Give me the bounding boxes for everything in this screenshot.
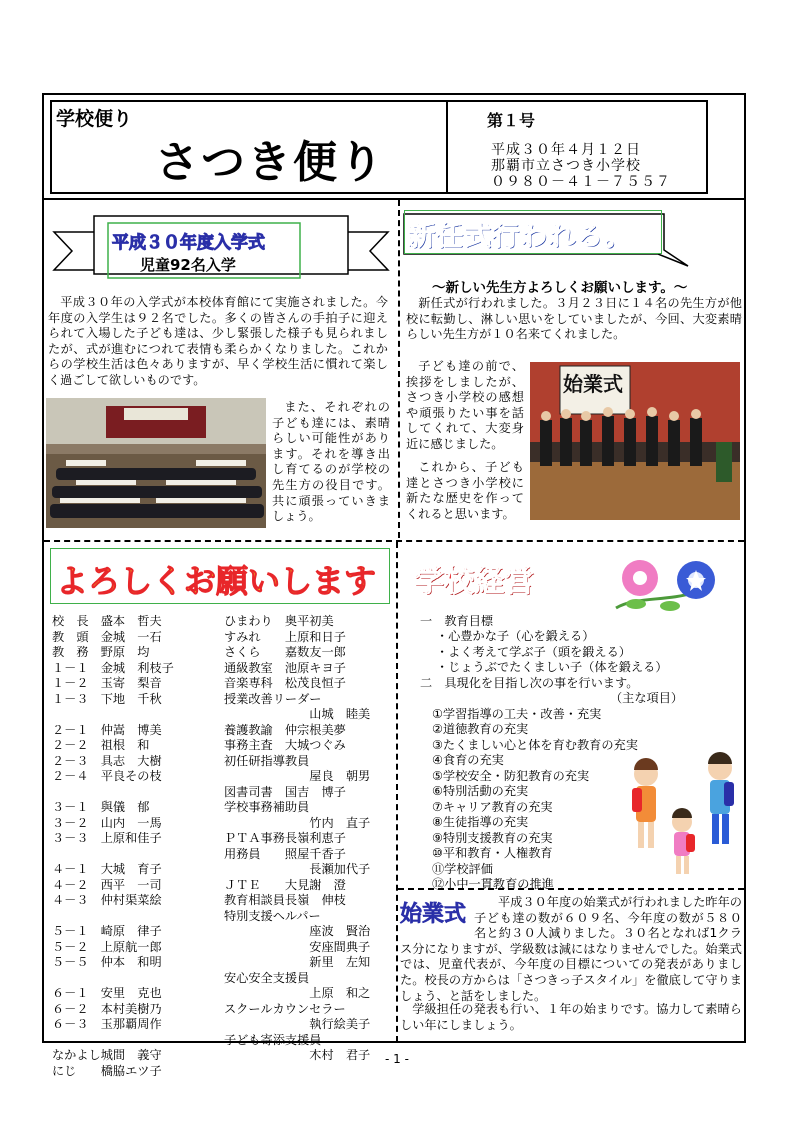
staff-entry: 安座間典子 (224, 939, 371, 954)
staff-entry: 竹内 直子 (224, 815, 371, 830)
keiei-item: ④食育の充実 (432, 753, 504, 768)
staff-entry (52, 971, 222, 987)
staff-entry: ２－１ 仲嵩 博美 (52, 722, 162, 737)
bottom-column-divider (396, 542, 398, 1042)
staff-entry: ３－３ 上原和佳子 (52, 831, 162, 845)
keiei-item: ②道徳教育の充実 (432, 722, 529, 737)
shinnin-paragraph-1-text: 新任式が行われました。３月２３日に１４名の先生方が他校に転勤し、淋しい思いをしていましたが、今回、大変素晴らしい先生方が１０名来てくれました。 (406, 296, 742, 342)
greeting-heading: よろしくお願いします (56, 562, 377, 600)
staff-entry (52, 785, 222, 801)
staff-entry: １－３ 下地 千秋 (52, 691, 162, 706)
staff-entry: 図書司書 国吉 博子 (224, 784, 346, 799)
goal-title: 一 教育目標 (420, 614, 494, 628)
staff-entry: 教育相談員長嶺 伸枝 (224, 893, 346, 907)
masthead-title: さつき便り (155, 137, 385, 188)
staff-entry: ＪＴＥ 大見謝 澄 (224, 877, 346, 892)
staff-entry: 初任研指導教員 (224, 753, 310, 768)
staff-entry: ６－１ 安里 克也 (52, 986, 162, 1000)
staff-entry: 子ども寄添支援員 (224, 1032, 322, 1047)
keiei-item: ⑦キャリア教育の充実 (432, 799, 553, 814)
shinnin-paragraph-1 (406, 296, 742, 343)
staff-entry: 校 長 盛本 哲夫 (52, 614, 162, 628)
staff-entry: ＰＴＡ事務長嶺利恵子 (224, 831, 346, 845)
staff-entry: 授業改善リーダー (224, 691, 322, 706)
staff-entry: ４－２ 西平 一司 (52, 877, 162, 892)
shigyo-heading-spacer (400, 895, 474, 939)
main-items-label: （主な項目） (610, 691, 684, 706)
staff-list-left (52, 614, 222, 1079)
staff-entry: 教 務 野原 均 (52, 645, 150, 659)
masthead-info (491, 142, 671, 190)
staff-entry: 音楽専科 松茂良恒子 (224, 676, 346, 690)
shinnin-subheading: ～新しい先生方よろしくお願いします。～ (432, 280, 688, 296)
staff-entry: ５－１ 崎原 律子 (52, 924, 162, 938)
staff-entry: 屋良 朝男 (224, 769, 371, 783)
staff-entry: スクールカウンセラー (224, 1001, 346, 1016)
staff-entry: 執行絵美子 (224, 1017, 371, 1031)
shinnin-paragraph-3 (406, 460, 524, 522)
page-number: - 1 - (385, 1052, 409, 1066)
shigyo-paragraph-2 (400, 1002, 742, 1033)
staff-entry: ３－１ 與儀 郁 (52, 800, 150, 814)
new-teachers-photo (530, 362, 740, 520)
goal-item: ・心豊かな子（心を鍛える） (436, 629, 595, 644)
staff-entry: 座波 賢治 (224, 924, 371, 938)
masthead-label: 学校便り (56, 108, 133, 130)
keiei-item: ⑨特別支援教育の充実 (432, 830, 553, 845)
goal-item: ・じょうぶでたくましい子（体を鍛える） (436, 660, 668, 675)
staff-entry: 安心安全支援員 (224, 970, 310, 985)
keiei-heading: 学校経営 (414, 564, 534, 599)
staff-entry: １－２ 玉寄 梨音 (52, 676, 162, 690)
issue-number: 第１号 (487, 111, 536, 130)
shinnin-heading-frame (404, 210, 662, 254)
keiei-item: ⑫小中一貫教育の推進 (432, 877, 554, 892)
staff-entry: 山城 睦美 (224, 707, 371, 721)
shinnin-paragraph-2-text: 子ども達の前で、挨拶をしましたが、さつき小学校の感想や頑張りたい事を話してくれて、大変身近に感じました。 (406, 359, 524, 451)
goal-item: ・よく考えて学ぶ子（頭を鍛える） (436, 644, 631, 659)
staff-entry: １－１ 金城 利枝子 (52, 660, 174, 675)
staff-entry: ６－２ 本村美樹乃 (52, 1001, 162, 1016)
staff-entry (52, 847, 222, 863)
shigyo-paragraph-1 (400, 895, 742, 1004)
middle-section-divider (44, 540, 744, 542)
entrance-ceremony-photo (46, 398, 266, 528)
entrance-banner-subtitle: 児童92名入学 (140, 256, 236, 274)
keiei-item: ⑥特別活動の充実 (432, 784, 529, 799)
staff-entry: 新里 左知 (224, 955, 371, 969)
shigyo-paragraph-2-text: 学級担任の発表も行い、１年の始まりです。協力して素晴らしい年にしましょう。 (400, 1002, 742, 1032)
issue-date: 平成３０年４月１２日 (491, 142, 641, 158)
keiei-item: ⑪学校評価 (432, 861, 493, 876)
staff-list-right (224, 614, 392, 1064)
shigyo-heading: 始業式 (400, 902, 467, 927)
staff-entry: ５－５ 仲本 和明 (52, 955, 162, 969)
entrance-paragraph-1-text: 平成３０年の入学式が本校体育館にて実施されました。今年度の入学生は９２名でした。多くの皆さんの手拍子に迎えられて入場した子ども達は、少し緊張した様子も見られましたが、式が進むにつれて表情も柔らかくなりました。これからの学校生活は色々ありますが、早く学校生活に慣れて楽しく過ごして欲しいものです。 (48, 295, 388, 387)
staff-entry: ２－３ 具志 大樹 (52, 753, 162, 768)
children-illustration (620, 748, 744, 878)
entrance-paragraph-2-text: また、それぞれの子ども達には、素晴らしい可能性があります。それを導き出し育てるのが学校の先生方の役目です。共に頑張っていきましょう。 (272, 400, 390, 524)
staff-entry: さくら 嘉数友一郎 (224, 645, 346, 659)
staff-entry: 木村 君子 (224, 1048, 371, 1062)
concrete-title: 二 具現化を目指し次の事を行います。 (420, 675, 639, 690)
keiei-item: ⑧生徒指導の充実 (432, 815, 529, 830)
goal-list (420, 629, 740, 676)
staff-entry (52, 909, 222, 925)
staff-entry: ３－２ 山内 一馬 (52, 815, 162, 830)
shinnin-paragraph-2 (406, 359, 524, 453)
staff-entry: 学校事務補助員 (224, 800, 310, 814)
staff-entry: にじ 橋脇エツ子 (52, 1063, 162, 1078)
morning-glory-icon (596, 556, 746, 616)
shinnin-paragraph-3-text: これから、子ども達とさつき小学校に新たな歴史を作ってくれると思います。 (406, 460, 524, 521)
keiei-item: ⑩平和教育・人権教育 (432, 846, 553, 861)
staff-entry: 養護教諭 仲宗根美夢 (224, 722, 346, 737)
staff-entry (52, 1033, 222, 1049)
staff-entry: 長瀬加代子 (224, 862, 371, 876)
staff-entry: 通級教室 池原キヨ子 (224, 660, 346, 675)
staff-entry: ２－４ 平良その枝 (52, 769, 162, 783)
top-column-divider (398, 200, 400, 538)
masthead-divider (446, 100, 448, 194)
keiei-item: ③たくましい心と体を育む教育の充実 (432, 737, 638, 752)
school-name: 那覇市立さつき小学校 (491, 158, 641, 174)
staff-entry: 事務主査 大城つぐみ (224, 738, 346, 752)
staff-entry: ひまわり 奥平初美 (224, 614, 334, 628)
staff-entry: ５－２ 上原航一郎 (52, 939, 162, 954)
staff-entry: なかよし城間 義守 (52, 1048, 162, 1062)
entrance-paragraph-2 (272, 400, 390, 525)
entrance-banner-title: 平成３０年度入学式 (112, 233, 265, 253)
staff-entry: 教 頭 金城 一石 (52, 629, 162, 644)
staff-entry: ４－３ 仲村渠菜絵 (52, 893, 162, 907)
keiei-item: ①学習指導の工夫・改善・充実 (432, 706, 602, 721)
school-phone: ０９８０－４１－７５５７ (491, 174, 671, 190)
staff-entry: 用務員 照屋千香子 (224, 846, 346, 861)
keiei-item: ⑤学校安全・防犯教育の充実 (432, 768, 590, 783)
shigyo-paragraph-1-text: 平成３０年度の始業式が行われました昨年の子ども達の数が６０９名、今年度の数が５８０名と約３０人減りました。３０名となれば1クラス分になりますが、学級数は減にはなりませんでした。始業式では、児童代表が、今年度の目標についての発表がありました。校長の方からは「さつきっ子スタイル」を徹底して守りましょう、と話をしました。 (400, 895, 742, 1003)
staff-entry: 特別支援ヘルパー (224, 908, 321, 923)
masthead-rule (42, 198, 746, 200)
staff-entry: ６－３ 玉那覇周作 (52, 1017, 162, 1031)
entrance-paragraph-1 (48, 295, 388, 389)
photo-sign-text: 始業式 (563, 372, 623, 396)
staff-entry (52, 707, 222, 723)
shinnin-heading: 新任式行われる。 (408, 221, 632, 252)
staff-entry: ４－１ 大城 育子 (52, 862, 162, 876)
staff-entry: 上原 和之 (224, 986, 371, 1000)
staff-entry: すみれ 上原和日子 (224, 629, 346, 644)
staff-entry: ２－２ 祖根 和 (52, 738, 150, 752)
